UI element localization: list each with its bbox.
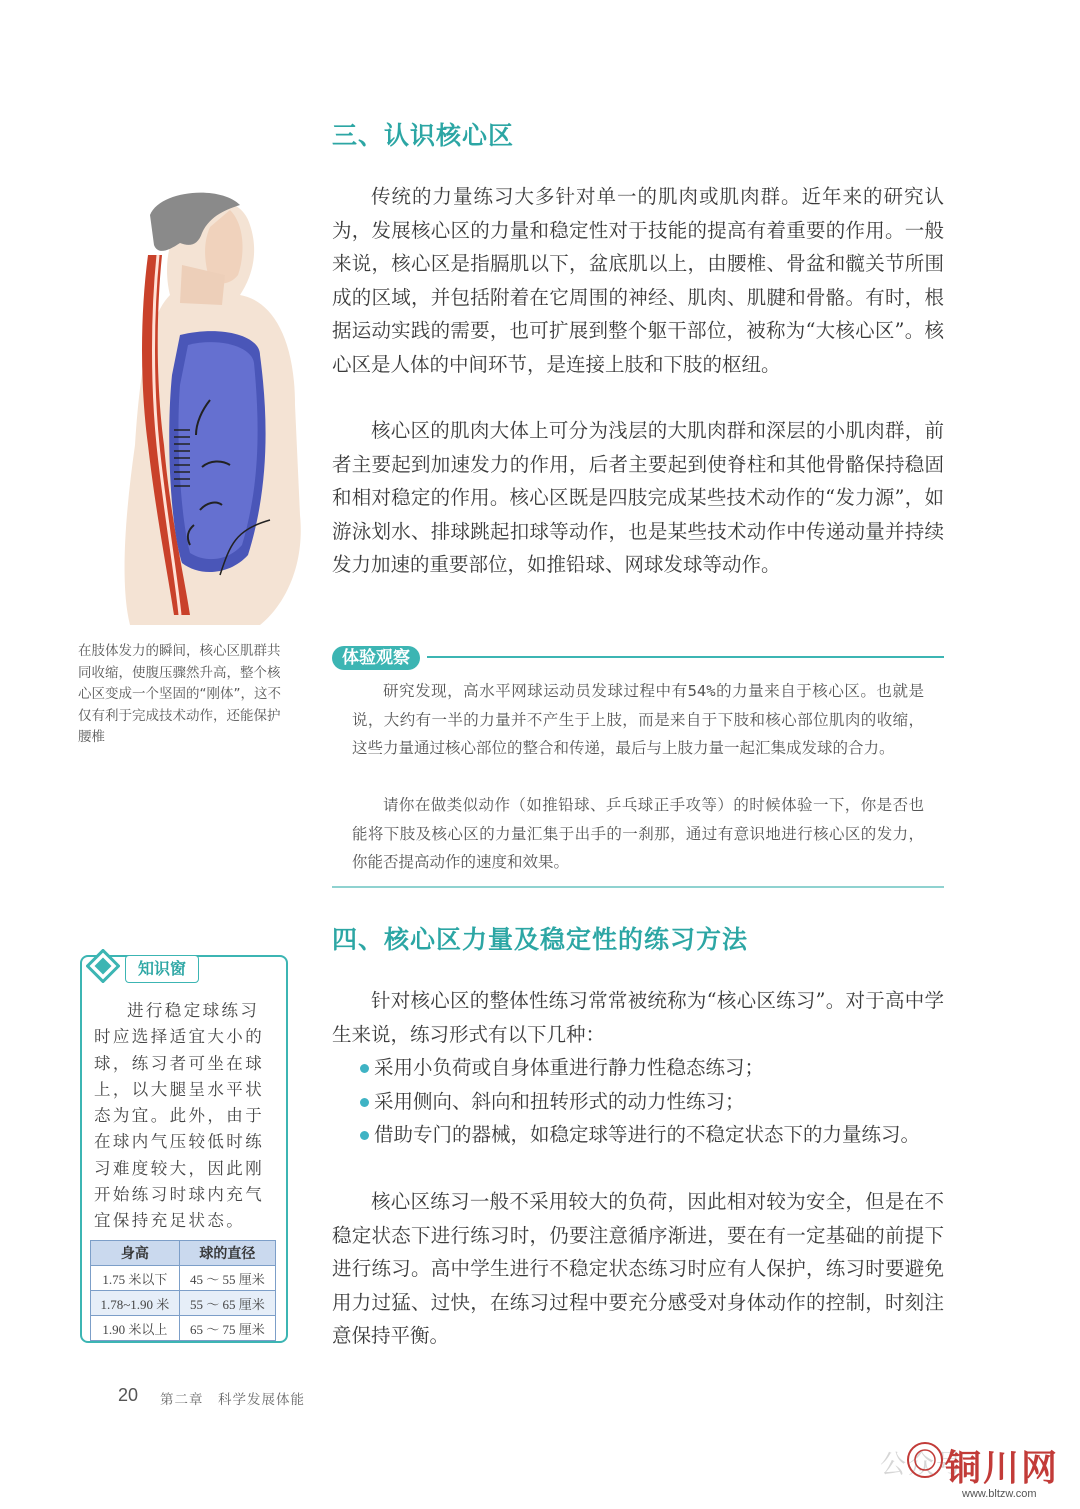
- experience-observation-box: [332, 644, 944, 888]
- core-anatomy-illustration: [110, 185, 310, 625]
- observation-paragraph-1: 研究发现，高水平网球运动员发球过程中有54%的力量来自于核心区。也就是说，大约有一半的力量并不产生于上肢，而是来自于下肢和核心部位肌肉的收缩，这些力量通过核心部位的整合和传递，最后与上肢力量一起汇集成发球的合力。: [352, 682, 924, 757]
- table-header-height: 身高: [91, 1241, 180, 1266]
- ball-size-table: [90, 1240, 276, 1341]
- table-cell: 1.75 米以下: [91, 1266, 180, 1291]
- section-3-paragraph-1: 传统的力量练习大多针对单一的肌肉或肌肉群。近年来的研究认为，发展核心区的力量和稳定性对于技能的提高有着重要的作用。一般来说，核心区是指膈肌以下，盆底肌以上，由腰椎、骨盆和髋关节所围成的区域，并包括附着在它周围的神经、肌肉、肌腱和骨骼。有时，根据运动实践的需要，也可扩展到整个躯干部位，被称为“大核心区”。核心区是人体的中间环节，是连接上肢和下肢的枢纽。: [332, 185, 944, 376]
- knowledge-tag: 知识窗: [125, 955, 199, 983]
- section-3-paragraph-2: 核心区的肌肉大体上可分为浅层的大肌肉群和深层的小肌肉群，前者主要起到加速发力的作用，后者主要起到使脊柱和其他骨骼保持稳固和相对稳定的作用。核心区既是四肢完成某些技术动作的“发力源”，如游泳划水、排球跳起扣球等动作，也是某些技术动作中传递动量并持续发力加速的重要部位，如推铅球、网球发球等动作。: [332, 419, 944, 576]
- table-cell: 1.90 米以上: [91, 1316, 180, 1341]
- observation-paragraph-2: 请你在做类似动作（如推铅球、乒乓球正手攻等）的时候体验一下，你是否也能将下肢及核心区的力量汇集于出手的一刹那，通过有意识地进行核心区的发力，你能否提高动作的速度和效果。: [352, 796, 924, 871]
- table-cell: 1.78~1.90 米: [91, 1291, 180, 1316]
- observation-bottom-rule: [332, 886, 944, 888]
- table-cell: 65 ～ 75 厘米: [179, 1316, 275, 1341]
- section-4-paragraph-1: 针对核心区的整体性练习常常被统称为“核心区练习”。对于高中学生来说，练习形式有以下几种：: [332, 989, 944, 1046]
- wechat-watermark: 公众号: [880, 1450, 965, 1480]
- site-watermark: 铜川网: [945, 1447, 1060, 1489]
- list-item: 采用侧向、斜向和扭转形式的动力性练习；: [332, 1085, 944, 1119]
- chapter-title: 第二章 科学发展体能: [160, 1392, 305, 1408]
- knowledge-text: 进行稳定球练习时应选择适宜大小的球，练习者可坐在球上，以大腿呈水平状态为宜。此外，由于在球内气压较低时练习难度较大，因此刚开始练习时球内充气宜保持充足状态。: [94, 1001, 265, 1231]
- section-4-paragraph-2: 核心区练习一般不采用较大的负荷，因此相对较为安全，但是在不稳定状态下进行练习时，仍要注意循序渐进，要在有一定基础的前提下进行练习。高中学生进行不稳定状态练习时应有人保护，练习时要避免用力过猛、过快，在练习过程中要充分感受对身体动作的控制，时刻注意保持平衡。: [332, 1190, 944, 1347]
- diamond-book-icon: [86, 949, 120, 983]
- table-row: [91, 1266, 276, 1291]
- site-seal-icon: [905, 1440, 945, 1480]
- observation-top-rule: [427, 656, 944, 658]
- figure-caption: 在肢体发力的瞬间，核心区肌群共同收缩，使腹压骤然升高，整个核心区变成一个坚固的“刚体”，这不仅有利于完成技术动作，还能保护腰椎: [78, 643, 281, 745]
- practice-forms-list: [332, 1051, 944, 1152]
- observation-tag: 体验观察: [332, 646, 420, 670]
- list-item: 采用小负荷或自身体重进行静力性稳态练习；: [332, 1051, 944, 1085]
- table-row: [91, 1291, 276, 1316]
- list-item: 借助专门的器械，如稳定球等进行的不稳定状态下的力量练习。: [332, 1118, 944, 1152]
- section-3-title: 三、认识核心区: [332, 121, 515, 150]
- knowledge-window: [80, 955, 287, 1345]
- table-header-diameter: 球的直径: [179, 1241, 275, 1266]
- section-4-title: 四、核心区力量及稳定性的练习方法: [332, 925, 749, 954]
- table-row: [91, 1316, 276, 1341]
- table-cell: 55 ～ 65 厘米: [179, 1291, 275, 1316]
- page-number: 20: [118, 1385, 139, 1405]
- table-cell: 45 ～ 55 厘米: [179, 1266, 275, 1291]
- site-url: www.bltzw.com: [962, 1488, 1037, 1500]
